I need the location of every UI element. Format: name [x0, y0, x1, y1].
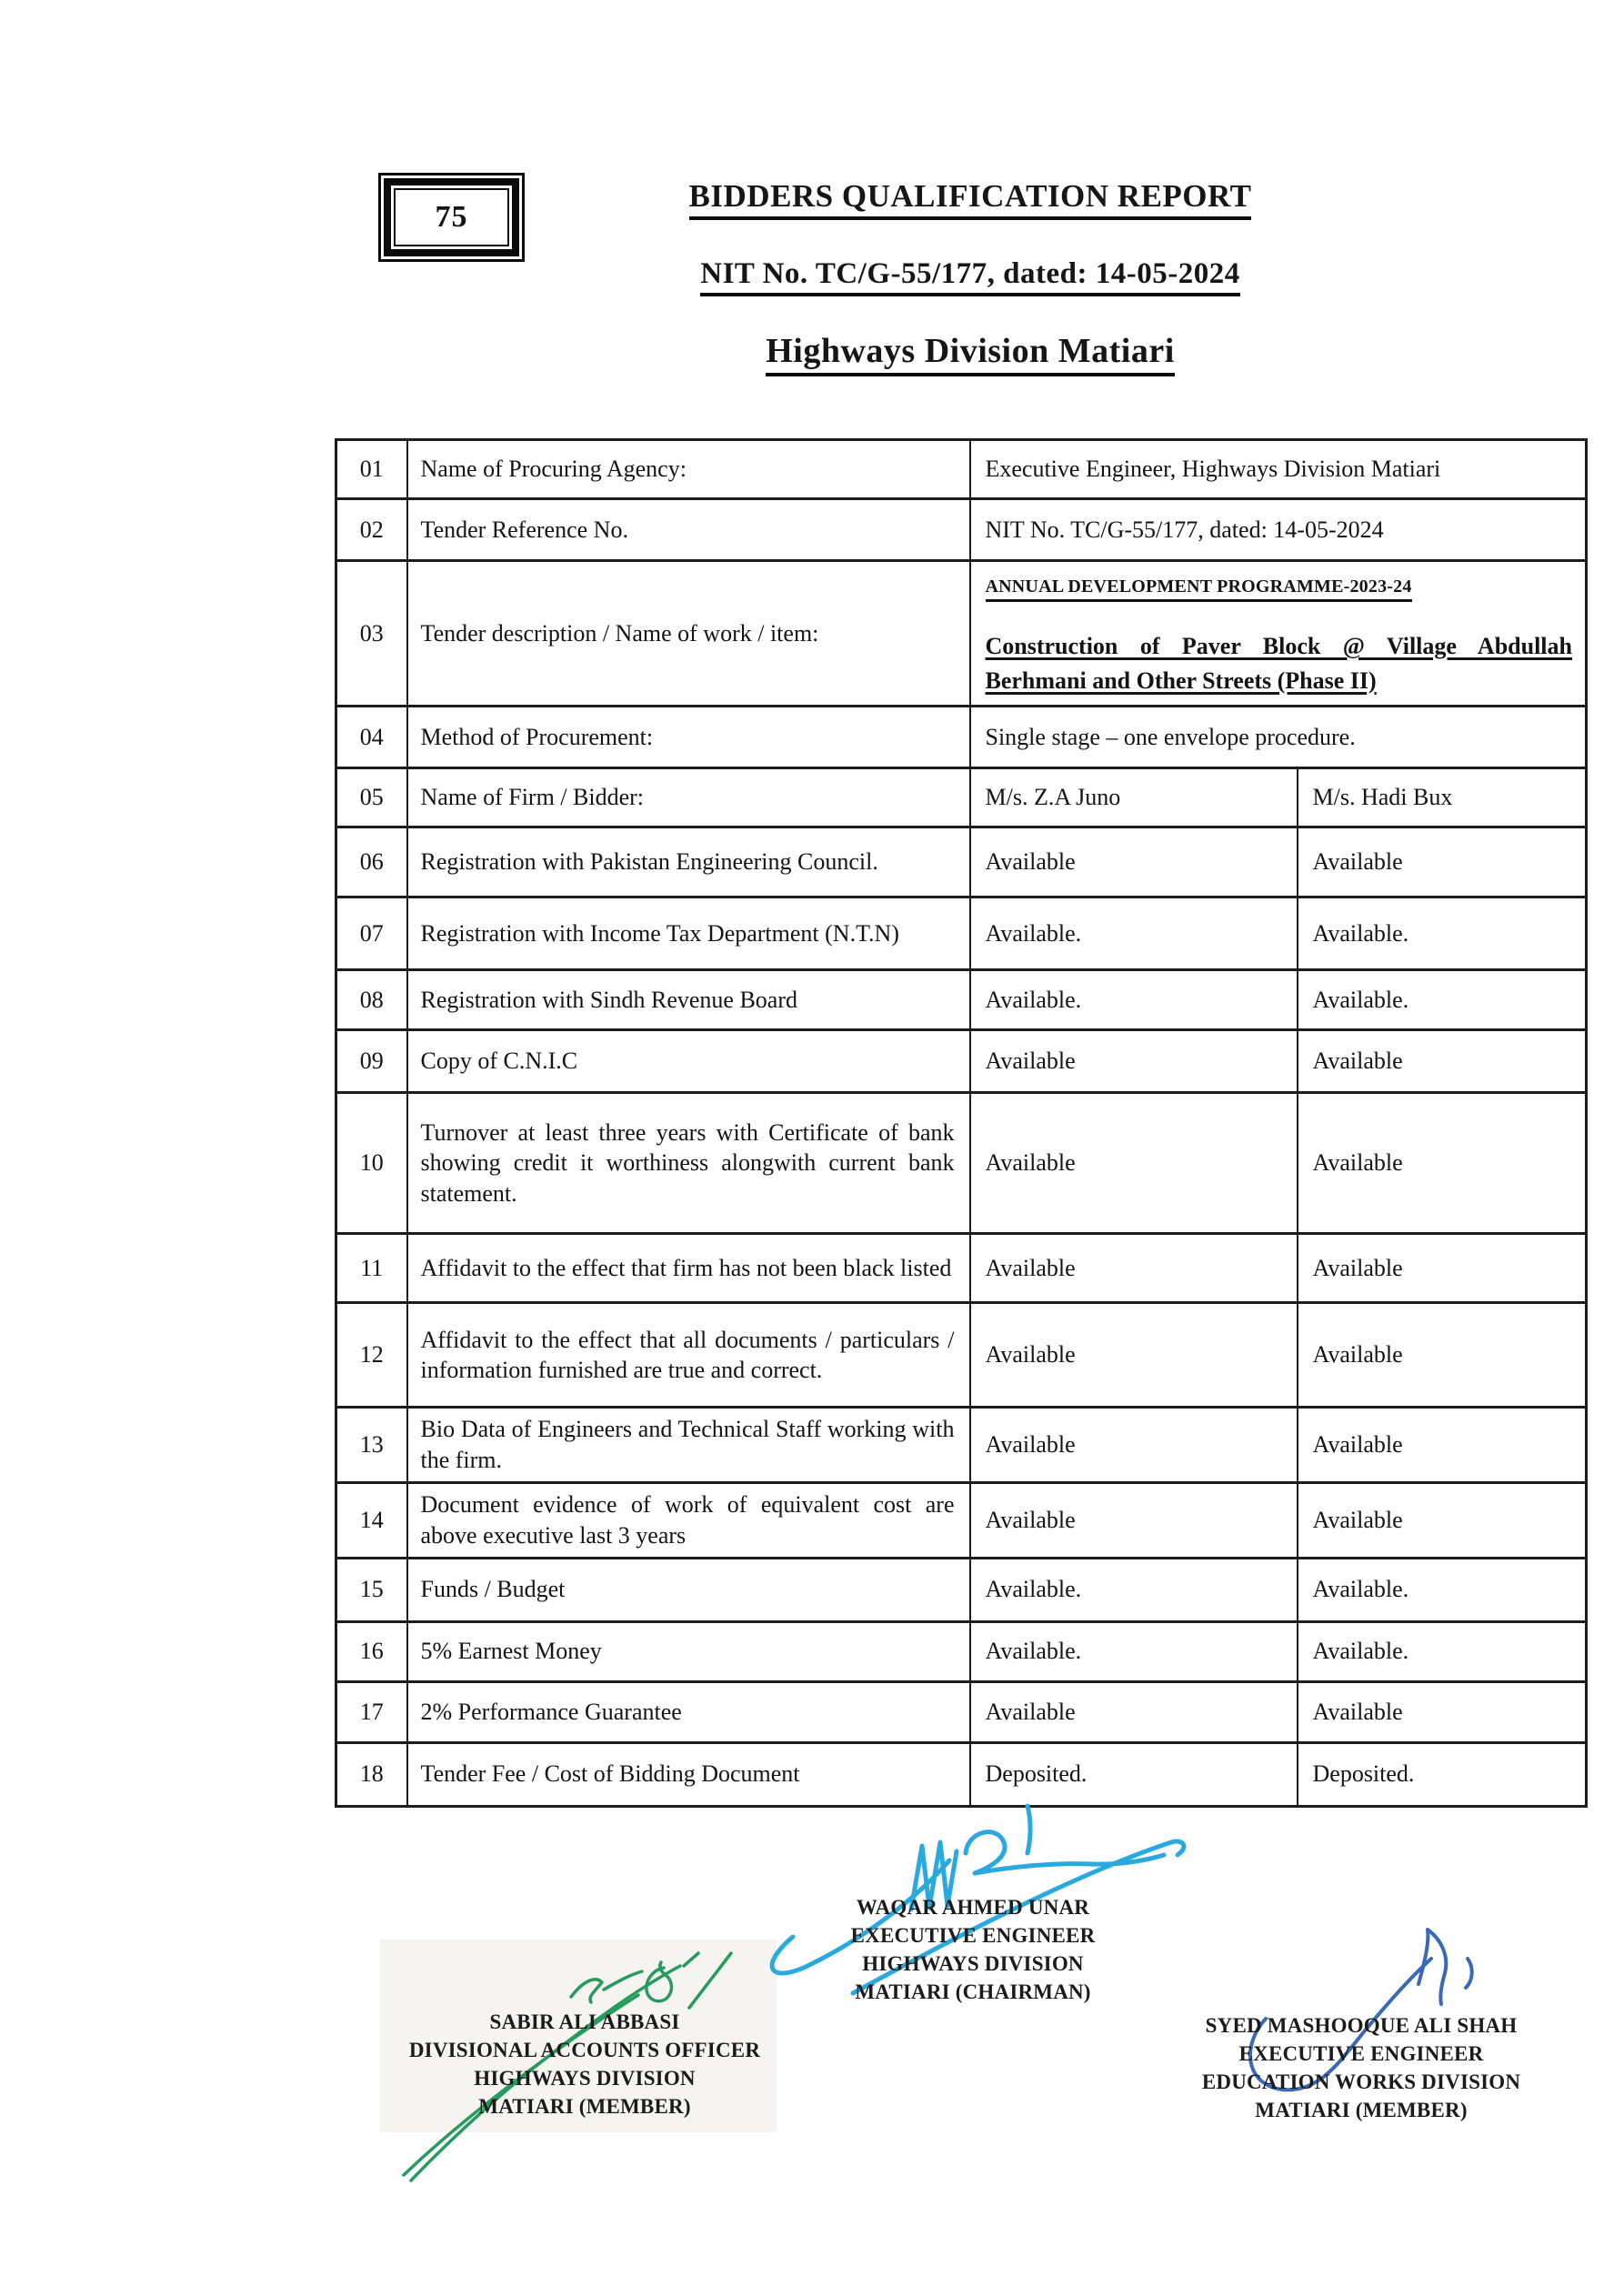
- criteria-cell: Method of Procurement:: [407, 707, 970, 768]
- row-number-cell: 01: [336, 440, 407, 499]
- bidder1-cell: Available: [970, 1093, 1298, 1234]
- bidder1-cell: Available.: [970, 1558, 1298, 1621]
- table-row: [336, 1303, 1587, 1408]
- signature-block-member-left: [371, 2008, 798, 2121]
- report-title: BIDDERS QUALIFICATION REPORT: [316, 178, 1624, 220]
- signature-block-member-right: [1148, 2011, 1575, 2124]
- table-row: [336, 1621, 1587, 1681]
- value-cell: Single stage – one envelope procedure.: [970, 707, 1587, 768]
- row-number-cell: 17: [336, 1681, 407, 1742]
- signatory-role: MATIARI (MEMBER): [478, 2095, 691, 2118]
- bidder2-cell: Available: [1298, 1303, 1587, 1408]
- table-row: [336, 768, 1587, 827]
- division-title: Highways Division Matiari: [316, 331, 1624, 376]
- table-row: [336, 707, 1587, 768]
- criteria-cell: 2% Performance Guarantee: [407, 1681, 970, 1742]
- row-number-cell: 18: [336, 1742, 407, 1806]
- bidder1-cell: Available: [970, 1408, 1298, 1483]
- programme-heading: ANNUAL DEVELOPMENT PROGRAMME-2023-24: [986, 575, 1412, 602]
- criteria-cell: Registration with Pakistan Engineering Council.: [407, 827, 970, 897]
- signatory-name: WAQAR AHMED UNAR: [856, 1896, 1090, 1919]
- criteria-cell: Bio Data of Engineers and Technical Staff working with the firm.: [407, 1408, 970, 1483]
- criteria-cell: Name of Firm / Bidder:: [407, 768, 970, 827]
- bidder1-cell: M/s. Z.A Juno: [970, 768, 1298, 827]
- criteria-cell: Document evidence of work of equivalent cost are above executive last 3 years: [407, 1482, 970, 1558]
- table-row: [336, 1093, 1587, 1234]
- nit-reference-title: NIT No. TC/G-55/177, dated: 14-05-2024: [316, 257, 1624, 296]
- row-number-cell: 11: [336, 1234, 407, 1303]
- badge-number: 75: [394, 188, 509, 246]
- bidder1-cell: Available: [970, 1030, 1298, 1093]
- bidder2-cell: Available: [1298, 1408, 1587, 1483]
- signatory-role: MATIARI (MEMBER): [1255, 2099, 1468, 2121]
- row-number-cell: 03: [336, 561, 407, 707]
- bidder1-cell: Deposited.: [970, 1742, 1298, 1806]
- table-row: [336, 440, 1587, 499]
- bidder2-cell: Available: [1298, 1482, 1587, 1558]
- table-row: [336, 561, 1587, 707]
- criteria-cell: 5% Earnest Money: [407, 1621, 970, 1681]
- signatory-title: EXECUTIVE ENGINEER: [850, 1924, 1096, 1947]
- value-cell: [970, 561, 1587, 707]
- table-row: [336, 1030, 1587, 1093]
- row-number-cell: 02: [336, 499, 407, 561]
- criteria-cell: Affidavit to the effect that firm has not been black listed: [407, 1234, 970, 1303]
- table-row: [336, 1408, 1587, 1483]
- table-row: [336, 1681, 1587, 1742]
- table-row: [336, 1742, 1587, 1806]
- bidder1-cell: Available: [970, 1482, 1298, 1558]
- row-number-cell: 16: [336, 1621, 407, 1681]
- bidder1-cell: Available: [970, 827, 1298, 897]
- criteria-cell: Tender Reference No.: [407, 499, 970, 561]
- criteria-cell: Turnover at least three years with Certificate of bank showing credit it worthiness alongwith current bank statement.: [407, 1093, 970, 1234]
- row-number-cell: 09: [336, 1030, 407, 1093]
- signatory-title: EXECUTIVE ENGINEER: [1238, 2042, 1484, 2065]
- signatory-title: DIVISIONAL ACCOUNTS OFFICER: [408, 2039, 761, 2061]
- signatory-name: SYED MASHOOQUE ALI SHAH: [1205, 2014, 1518, 2037]
- criteria-cell: Tender Fee / Cost of Bidding Document: [407, 1742, 970, 1806]
- row-number-cell: 14: [336, 1482, 407, 1558]
- bidder2-cell: Available.: [1298, 897, 1587, 970]
- signatory-role: MATIARI (CHAIRMAN): [855, 1980, 1091, 2003]
- bidder2-cell: Available.: [1298, 970, 1587, 1030]
- bidder2-cell: Deposited.: [1298, 1742, 1587, 1806]
- bidder2-cell: Available: [1298, 1030, 1587, 1093]
- table-row: [336, 1558, 1587, 1621]
- bidder1-cell: Available.: [970, 970, 1298, 1030]
- signature-block-chairman: [782, 1893, 1164, 2006]
- value-cell: NIT No. TC/G-55/177, dated: 14-05-2024: [970, 499, 1587, 561]
- row-number-cell: 15: [336, 1558, 407, 1621]
- table-row: [336, 827, 1587, 897]
- row-number-cell: 05: [336, 768, 407, 827]
- signatory-name: SABIR ALI ABBASI: [489, 2010, 680, 2033]
- criteria-cell: Registration with Sindh Revenue Board: [407, 970, 970, 1030]
- bidder2-cell: Available: [1298, 1681, 1587, 1742]
- bidder2-cell: Available.: [1298, 1621, 1587, 1681]
- criteria-cell: Funds / Budget: [407, 1558, 970, 1621]
- value-cell: Executive Engineer, Highways Division Matiari: [970, 440, 1587, 499]
- signatory-division: HIGHWAYS DIVISION: [862, 1952, 1084, 1975]
- table-row: [336, 1234, 1587, 1303]
- row-number-cell: 08: [336, 970, 407, 1030]
- row-number-cell: 06: [336, 827, 407, 897]
- criteria-cell: Copy of C.N.I.C: [407, 1030, 970, 1093]
- row-number-cell: 12: [336, 1303, 407, 1408]
- bidder2-cell: Available.: [1298, 1558, 1587, 1621]
- bidder1-cell: Available.: [970, 897, 1298, 970]
- row-number-cell: 10: [336, 1093, 407, 1234]
- row-number-cell: 04: [336, 707, 407, 768]
- table-row: [336, 970, 1587, 1030]
- criteria-cell: Tender description / Name of work / item:: [407, 561, 970, 707]
- table-row: [336, 897, 1587, 970]
- criteria-cell: Affidavit to the effect that all documents / particulars / information furnished are true and correct.: [407, 1303, 970, 1408]
- bidder2-cell: Available: [1298, 827, 1587, 897]
- bidder1-cell: Available: [970, 1681, 1298, 1742]
- bidder2-cell: M/s. Hadi Bux: [1298, 768, 1587, 827]
- criteria-cell: Registration with Income Tax Department (N.T.N): [407, 897, 970, 970]
- qualification-table: [335, 438, 1588, 1808]
- bidder1-cell: Available: [970, 1234, 1298, 1303]
- table-row: [336, 1482, 1587, 1558]
- bidder2-cell: Available: [1298, 1234, 1587, 1303]
- signatory-division: EDUCATION WORKS DIVISION: [1201, 2070, 1521, 2093]
- bidder1-cell: Available.: [970, 1621, 1298, 1681]
- bidder1-cell: Available: [970, 1303, 1298, 1408]
- criteria-cell: Name of Procuring Agency:: [407, 440, 970, 499]
- work-description: Construction of Paver Block @ Village Abdullah Berhmani and Other Streets (Phase II): [985, 633, 1572, 694]
- signatory-division: HIGHWAYS DIVISION: [474, 2067, 696, 2090]
- row-number-cell: 07: [336, 897, 407, 970]
- table-row: [336, 499, 1587, 561]
- row-number-cell: 13: [336, 1408, 407, 1483]
- bidder2-cell: Available: [1298, 1093, 1587, 1234]
